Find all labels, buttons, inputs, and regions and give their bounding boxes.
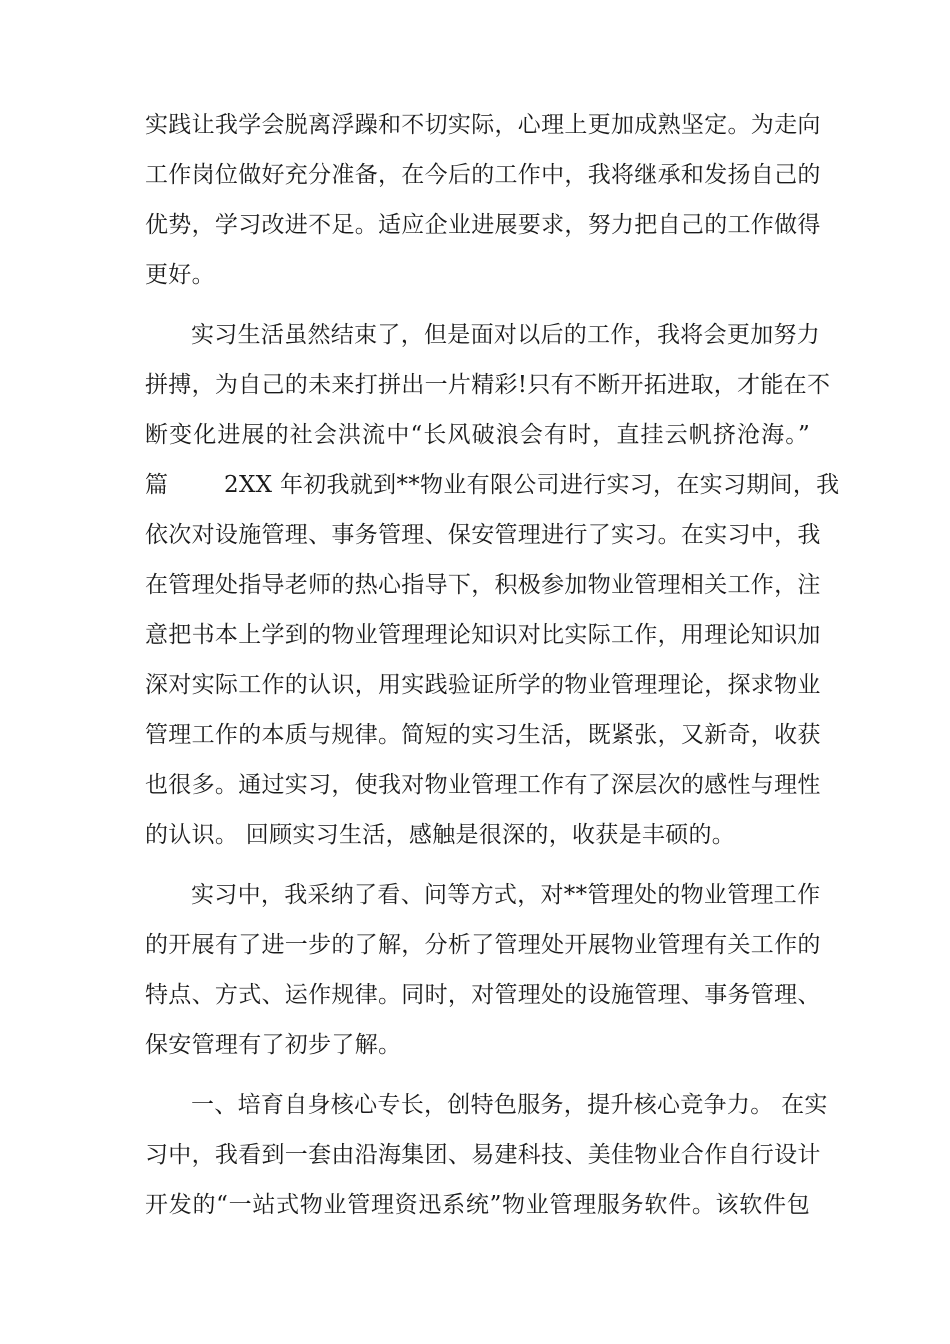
text-line: 实践让我学会脱离浮躁和不切实际，心理上更加成熟坚定。为走向 <box>145 112 821 138</box>
text-line: 的开展有了进一步的了解，分析了管理处开展物业管理有关工作的 <box>145 932 821 958</box>
text-line: 优势，学习改进不足。适应企业进展要求，努力把自己的工作做得 <box>145 212 821 238</box>
text-line: 拼搏，为自己的未来打拼出一片精彩!只有不断开拓进取，才能在不 <box>145 372 831 398</box>
text-line: 一、培育自身核心专长，创特色服务，提升核心竞争力。 在实 <box>191 1092 828 1118</box>
text-line: 保安管理有了初步了解。 <box>145 1032 402 1058</box>
text-line: 断变化进展的社会洪流中“长风破浪会有时，直挂云帆挤沧海。” <box>145 422 810 448</box>
text-line: 实习生活虽然结束了，但是面对以后的工作，我将会更加努力 <box>191 322 821 348</box>
text-line: 深对实际工作的认识，用实践验证所学的物业管理理论，探求物业 <box>145 672 821 698</box>
text-line: 也很多。通过实习，使我对物业管理工作有了深层次的感性与理性 <box>145 772 821 798</box>
text-line: 实习中，我采纳了看、问等方式，对**管理处的物业管理工作 <box>191 882 821 908</box>
text-line: 意把书本上学到的物业管理理论知识对比实际工作，用理论知识加 <box>145 622 821 648</box>
text-line: 管理工作的本质与规律。简短的实习生活，既紧张，又新奇，收获 <box>145 722 821 748</box>
text-line: 开发的“一站式物业管理资迅系统”物业管理服务软件。该软件包 <box>145 1192 810 1218</box>
document-page <box>145 100 840 1230</box>
text-line: XX 年初我就到**物业有限公司进行实习，在实习期间，我 <box>239 472 840 498</box>
text-line: 工作岗位做好充分准备，在今后的工作中，我将继承和发扬自己的 <box>145 162 821 188</box>
text-line: 的认识。 回顾实习生活，感触是很深的，收获是丰硕的。 <box>145 822 736 848</box>
paragraph-1 <box>145 100 821 300</box>
paragraph-5 <box>145 1080 828 1230</box>
paragraph-3 <box>145 460 840 860</box>
text-line: 更好。 <box>145 262 215 288</box>
text-line: 在管理处指导老师的热心指导下，积极参加物业管理相关工作，注 <box>145 572 821 598</box>
paragraph-2 <box>145 310 831 460</box>
paragraph-4 <box>145 870 821 1070</box>
text-line: 习中，我看到一套由沿海集团、易建科技、美佳物业合作自行设计 <box>145 1142 821 1168</box>
text-line-with-label <box>145 460 840 510</box>
text-line: 依次对设施管理、事务管理、保安管理进行了实习。在实习中，我 <box>145 522 821 548</box>
section-label: 篇 2 <box>145 472 239 498</box>
text-line: 特点、方式、运作规律。同时，对管理处的设施管理、事务管理、 <box>145 982 821 1008</box>
